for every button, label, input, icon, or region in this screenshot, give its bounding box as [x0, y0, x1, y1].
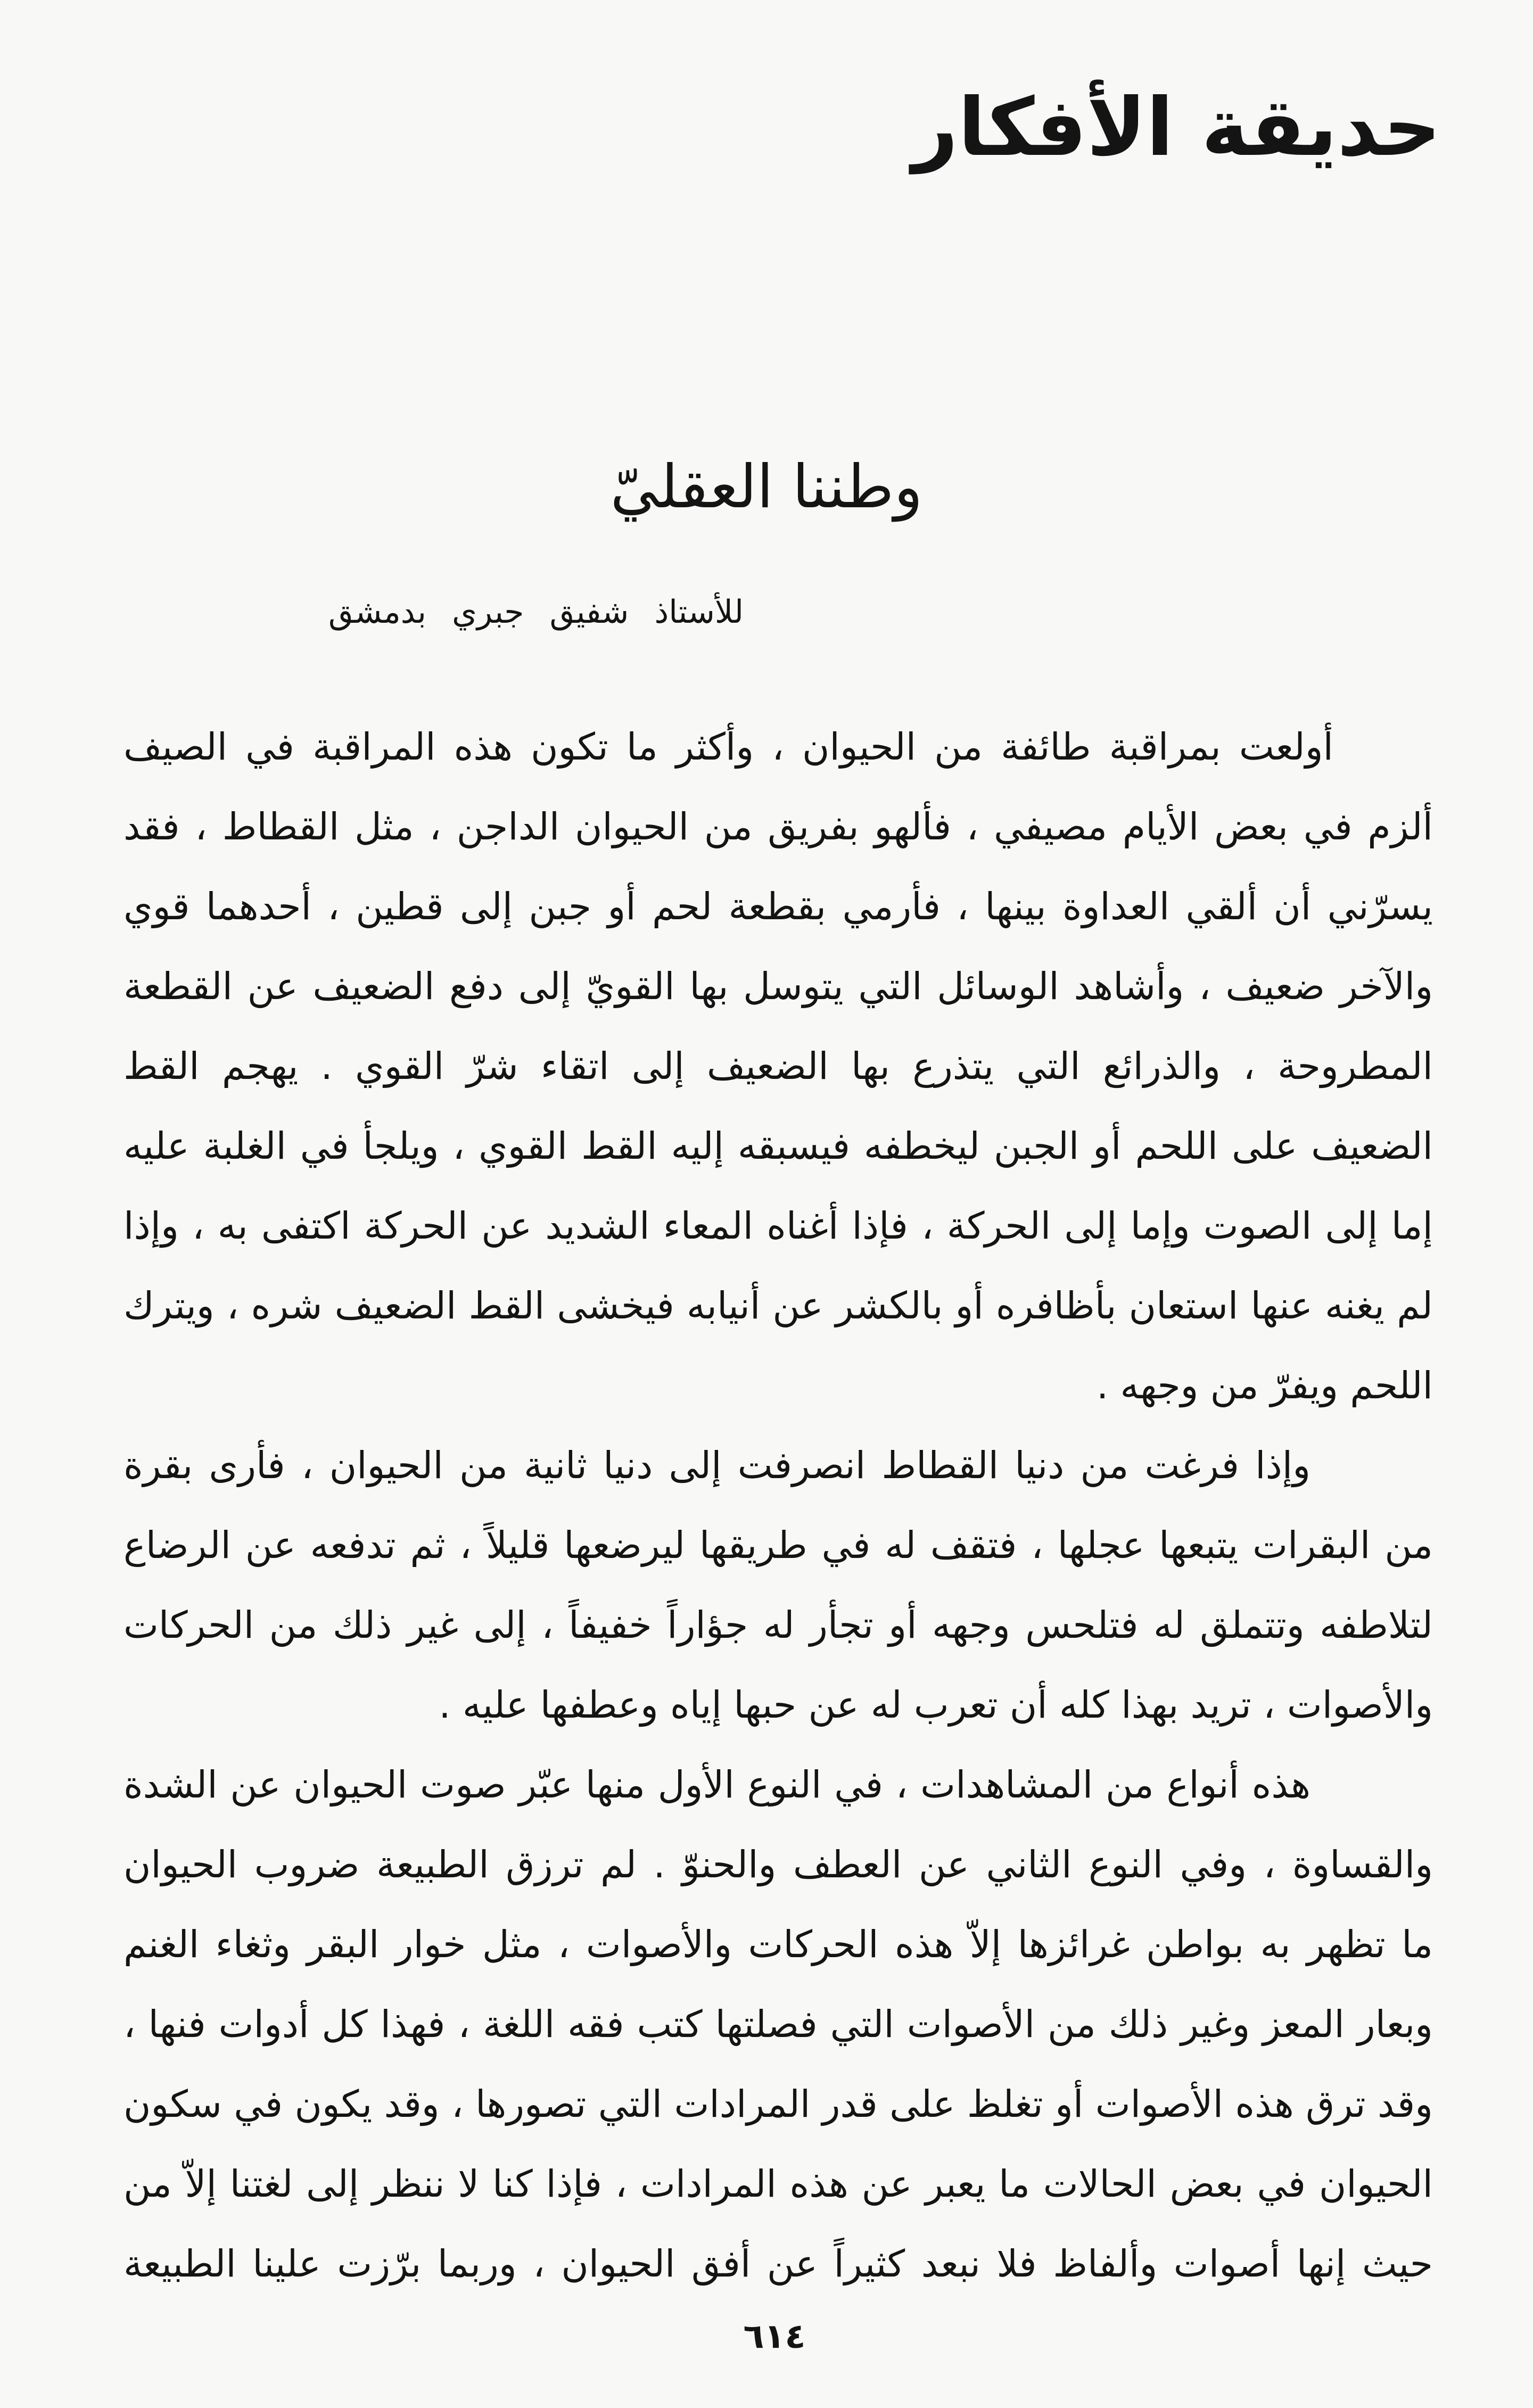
text-line: يسرّني أن ألقي العداوة بينها ، فأرمي بقطعة لحم أو جبن إلى قطين ، أحدهما قوي	[123, 885, 1433, 928]
text-line: وقد ترق هذه الأصوات أو تغلظ على قدر المرادات التي تصورها ، وقد يكون في سكون	[123, 2082, 1433, 2126]
text-line: ألزم في بعض الأيام مصيفي ، فألهو بفريق من الحيوان الداجن ، مثل القطاط ، فقد	[123, 805, 1433, 848]
text-line: حيث إنها أصوات وألفاظ فلا نبعد كثيراً عن أفق الحيوان ، وربما برّزت علينا الطبيعة	[123, 2242, 1433, 2286]
text-line: والأصوات ، تريد بهذا كله أن تعرب له عن حبها إياه وعطفها عليه .	[439, 1683, 1433, 1727]
article-title: وطننا العقليّ	[610, 452, 923, 522]
text-line: ما تظهر به بواطن غرائزها إلاّ هذه الحركات والأصوات ، مثل خوار البقر وثغاء الغنم	[123, 1923, 1433, 1966]
text-line: والقساوة ، وفي النوع الثاني عن العطف والحنوّ . لم ترزق الطبيعة ضروب الحيوان	[123, 1843, 1433, 1886]
text-line: وبعار المعز وغير ذلك من الأصوات التي فصلتها كتب فقه اللغة ، فهذا كل أدوات فنها ،	[123, 2002, 1433, 2046]
text-line: إما إلى الصوت وإما إلى الحركة ، فإذا أغناه المعاء الشديد عن الحركة اكتفى به ، وإذا	[123, 1204, 1433, 1248]
text-line: لتلاطفه وتتملق له فتلحس وجهه أو تجأر له جؤاراً خفيفاً ، إلى غير ذلك من الحركات	[123, 1603, 1433, 1647]
text-line: هذه أنواع من المشاهدات ، في النوع الأول منها عبّر صوت الحيوان عن الشدة	[123, 1763, 1311, 1807]
text-line: والآخر ضعيف ، وأشاهد الوسائل التي يتوسل بها القويّ إلى دفع الضعيف عن القطعة	[123, 964, 1433, 1008]
text-line: الضعيف على اللحم أو الجبن ليخطفه فيسبقه إليه القط القوي ، ويلجأ في الغلبة عليه	[123, 1124, 1433, 1168]
page-number: ٦١٤	[743, 2317, 806, 2356]
text-line: المطروحة ، والذرائع التي يتذرع بها الضعيف إلى اتقاء شرّ القوي . يهجم القط	[123, 1044, 1433, 1088]
section-masthead: حديقة الأفكار	[912, 81, 1441, 174]
text-line: أولعت بمراقبة طائفة من الحيوان ، وأكثر ما تكون هذه المراقبة في الصيف	[123, 725, 1333, 769]
paragraph	[123, 1425, 1433, 1745]
text-line: لم يغنه عنها استعان بأظافره أو بالكشر عن أنيابه فيخشى القط الضعيف شره ، ويترك	[123, 1284, 1433, 1327]
text-line: الحيوان في بعض الحالات ما يعبر عن هذه المرادات ، فإذا كنا لا ننظر إلى لغتنا إلاّ من	[123, 2162, 1433, 2206]
paragraph	[123, 1745, 1433, 2304]
article-body	[123, 707, 1433, 2304]
text-line: وإذا فرغت من دنيا القطاط انصرفت إلى دنيا ثانية من الحيوان ، فأرى بقرة	[123, 1444, 1311, 1487]
text-line: من البقرات يتبعها عجلها ، فتقف له في طريقها ليرضعها قليلاً ، ثم تدفعه عن الرضاع	[123, 1523, 1433, 1567]
text-line: اللحم ويفرّ من وجهه .	[1097, 1364, 1433, 1407]
author-byline: للأستاذ شفيق جبري بدمشق	[328, 593, 744, 631]
paragraph	[123, 707, 1433, 1425]
